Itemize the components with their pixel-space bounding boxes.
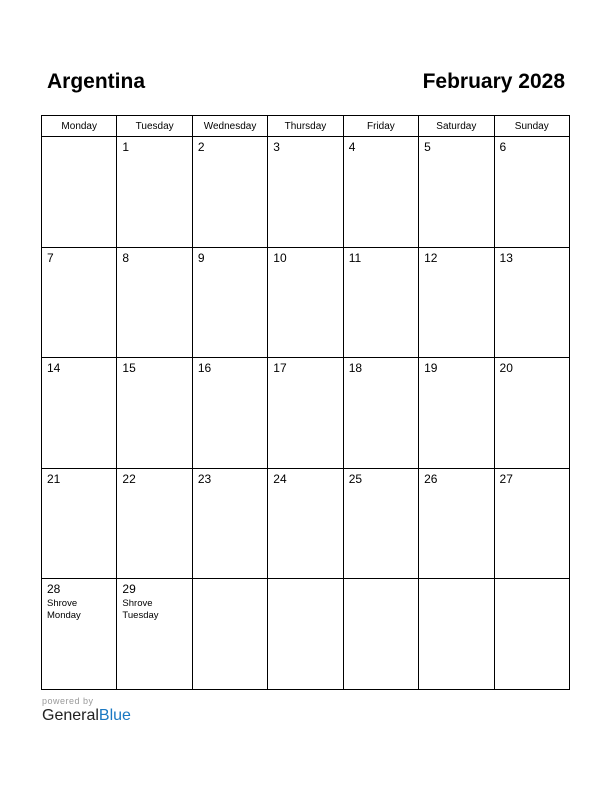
brand-blue-text: Blue: [98, 707, 131, 724]
day-number: 21: [47, 471, 61, 486]
day-cell: [343, 247, 418, 358]
day-number: 16: [197, 361, 212, 375]
day-number: 19: [424, 361, 438, 375]
day-cell: [343, 137, 418, 248]
calendar-grid: [41, 115, 570, 690]
day-cell: [494, 579, 569, 690]
day-cell: [494, 247, 569, 358]
day-cell: [343, 358, 418, 469]
brand-general-text: General: [42, 707, 99, 724]
day-number: 6: [499, 140, 507, 154]
day-cell: [42, 468, 117, 579]
day-number: 15: [122, 361, 136, 375]
day-cell: [419, 358, 494, 469]
day-cell: [192, 468, 267, 579]
day-number: 1: [122, 140, 130, 154]
day-number: 5: [424, 140, 431, 154]
day-cell: [192, 247, 267, 358]
day-number: 24: [273, 471, 287, 486]
day-cell: [192, 358, 267, 469]
day-cell: [419, 468, 494, 579]
day-cell: [494, 468, 569, 579]
day-number: 12: [424, 250, 438, 265]
day-cell: [42, 247, 117, 358]
footer-branding: [42, 696, 131, 725]
day-cell: [42, 137, 117, 248]
weekday-header: Friday: [343, 116, 418, 137]
day-cell: [419, 579, 494, 690]
day-cell: [343, 579, 418, 690]
day-number: 4: [348, 140, 356, 154]
day-number: 26: [424, 471, 438, 486]
powered-by-text: powered by: [42, 696, 94, 706]
weekday-header: Sunday: [494, 116, 569, 137]
day-number: 11: [348, 250, 362, 265]
day-cell: [419, 247, 494, 358]
day-cell: [117, 358, 192, 469]
day-number: 23: [197, 471, 212, 486]
weekday-header: Tuesday: [117, 116, 192, 137]
day-number: 27: [499, 471, 513, 486]
week-row: [42, 137, 570, 248]
day-cell: [42, 579, 117, 690]
day-number: 3: [273, 140, 280, 154]
weekday-header: Saturday: [419, 116, 494, 137]
day-number: 14: [47, 361, 61, 375]
holiday-label: Shrove Monday: [47, 598, 81, 621]
day-cell: [192, 579, 267, 690]
generalblue-logo: [42, 707, 131, 725]
day-cell: [117, 579, 192, 690]
weekday-header-row: [42, 116, 570, 137]
day-number: 28: [47, 582, 61, 596]
weekday-header: Monday: [42, 116, 117, 137]
day-cell: [42, 358, 117, 469]
day-number: 7: [47, 250, 54, 265]
day-cell: [192, 137, 267, 248]
holiday-label: Shrove Tuesday: [122, 598, 159, 621]
day-cell: [419, 137, 494, 248]
country-title: Argentina: [47, 70, 146, 93]
day-number: 25: [348, 471, 363, 486]
day-number: 29: [122, 582, 136, 596]
day-cell: [268, 468, 343, 579]
day-number: 22: [122, 471, 136, 486]
week-row: [42, 247, 570, 358]
day-cell: [268, 579, 343, 690]
day-cell: [494, 137, 569, 248]
day-number: 9: [197, 250, 205, 265]
day-cell: [117, 137, 192, 248]
day-number: 13: [499, 250, 513, 265]
weekday-header: Wednesday: [192, 116, 267, 137]
day-cell: [117, 247, 192, 358]
day-cell: [494, 358, 569, 469]
day-cell: [117, 468, 192, 579]
day-number: 8: [122, 250, 130, 265]
month-year-title: February 2028: [422, 70, 565, 93]
day-cell: [268, 137, 343, 248]
week-row: [42, 579, 570, 690]
day-cell: [268, 247, 343, 358]
week-row: [42, 358, 570, 469]
day-cell: [268, 358, 343, 469]
week-row: [42, 468, 570, 579]
day-cell: [343, 468, 418, 579]
day-number: 2: [197, 140, 205, 154]
weekday-header: Thursday: [268, 116, 343, 137]
day-number: 20: [499, 361, 513, 375]
day-number: 18: [348, 361, 363, 375]
day-number: 10: [273, 250, 287, 265]
day-number: 17: [273, 361, 287, 375]
